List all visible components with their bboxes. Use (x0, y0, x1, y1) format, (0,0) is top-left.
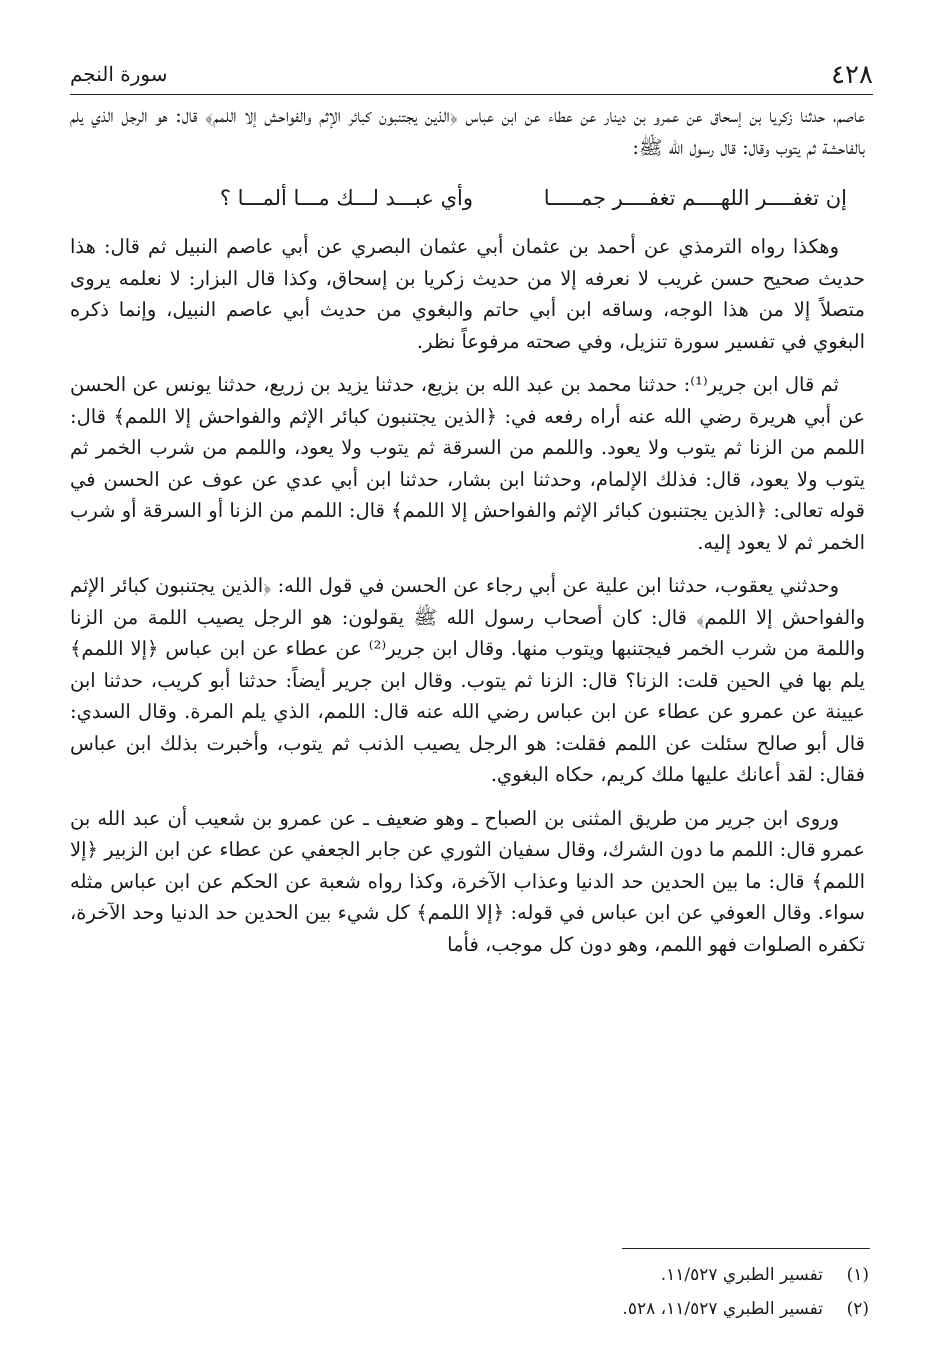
footnotes (70, 1258, 869, 1326)
footnote-number: (١) (846, 1265, 869, 1285)
footnote-2 (70, 1292, 869, 1326)
paragraph-2: وهكذا رواه الترمذي عن أحمد بن عثمان أبي عثمان البصري عن أبي عاصم النبيل ثم قال: هذا حديث صحيح حسن غريب لا نعرفه إلا من حديث زكريا بن إسحاق، وكذا قال البزار: لا نعلمه يروى متصلاً إلا من هذا الوجه، وساقه ابن أبي حاتم والبغوي من حديث أبي عاصم النبيل، وإنما ذكره البغوي في تفسير سورة تنزيل، وفي صحته مرفوعاً نظر. (70, 235, 865, 353)
paragraph-1: عاصم، حدثنا زكريا بن إسحاق عن عمرو بن دينار عن عطاء عن ابن عباس ﴿الذين يجتنبون كبائر الإثم والفواحش إلا اللمم﴾ قال: هو الرجل الذي يلم بالفاحشة ثم يتوب وقال: قال رسول الله ﷺ: (70, 104, 865, 159)
footnote-text: تفسير الطبري ١١/٥٢٧، ٥٢٨. (622, 1299, 823, 1319)
page-number: ٤٢٨ (831, 60, 873, 90)
verse-hemistich-first: إن تغفــــر اللهــــم تغفــــر جمـــــا (543, 186, 847, 210)
main-text (70, 100, 865, 972)
paragraph-4: وحدثني يعقوب، حدثنا ابن علية عن أبي رجاء عن الحسن في قول الله: ﴿الذين يجتنبون كبائر الإثم والفواحش إلا اللمم﴾ قال: كان أصحاب رسول الله ﷺ يقولون: هو الرجل يصيب اللمة من الزنا واللمة من شرب الخمر فيجتنبها ويتوب منها. وقال ابن جرير⁽²⁾ عن عطاء عن ابن عباس ﴿إلا اللمم﴾ يلم بها في الحين قلت: الزنا؟ قال: الزنا ثم يتوب. وقال ابن جرير أيضاً: حدثنا أبو كريب، حدثنا ابن عيينة عن عمرو عن عطاء عن ابن عباس رضي الله عنه قال: اللمم، الذي يلم المرة. وقال السدي: قال أبو صالح سئلت عن اللمم فقلت: هو الرجل يصيب الذنب ثم يتوب، وأخبرت بذلك ابن عباس فقال: لقد أعانك عليها ملك كريم، حكاه البغوي. (70, 574, 865, 786)
poetry-verse (70, 175, 865, 219)
page-header (70, 56, 873, 96)
header-divider (70, 94, 873, 95)
footnote-text: تفسير الطبري ١١/٥٢٧. (660, 1265, 823, 1285)
footnote-divider (622, 1248, 870, 1249)
footnote-number: (٢) (846, 1299, 869, 1319)
paragraph-3: ثم قال ابن جرير⁽¹⁾: حدثنا محمد بن عبد الله بن بزيع، حدثنا يزيد بن زريع، حدثنا يونس عن الحسن عن أبي هريرة رضي الله عنه أراه رفعه في: ﴿الذين يجتنبون كبائر الإثم والفواحش إلا اللمم﴾ قال: اللمم من الزنا ثم يتوب ولا يعود. واللمم من السرقة ثم يتوب ولا يعود، واللمم من شرب الخمر ثم يتوب ولا يعود، قال: فذلك الإلمام، وحدثنا ابن بشار، حدثنا ابن أبي عدي عن عوف عن الحسن في قوله تعالى: ﴿الذين يجتنبون كبائر الإثم والفواحش إلا اللمم﴾ قال: اللمم من الزنا أو السرقة أو شرب الخمر ثم لا يعود إليه. (70, 373, 865, 554)
footnote-1 (70, 1258, 869, 1292)
paragraph-5: وروى ابن جرير من طريق المثنى بن الصباح ـ وهو ضعيف ـ عن عمرو بن شعيب أن عبد الله بن عمرو قال: اللمم ما دون الشرك، وقال سفيان الثوري عن جابر الجعفي عن عطاء عن ابن الزبير ﴿إلا اللمم﴾ قال: ما بين الحدين حد الدنيا وعذاب الآخرة، وكذا رواه شعبة عن الحكم عن ابن عباس مثله سواء. وقال العوفي عن ابن عباس في قوله: ﴿إلا اللمم﴾ كل شيء بين الحدين حد الدنيا وحد الآخرة، تكفره الصلوات فهو اللمم، وهو دون كل موجب، فأما (70, 806, 865, 956)
verse-hemistich-second: وأي عبـــد لـــك مـــا ألمـــا ؟ (219, 186, 473, 210)
surah-title: سورة النجم (70, 62, 168, 86)
